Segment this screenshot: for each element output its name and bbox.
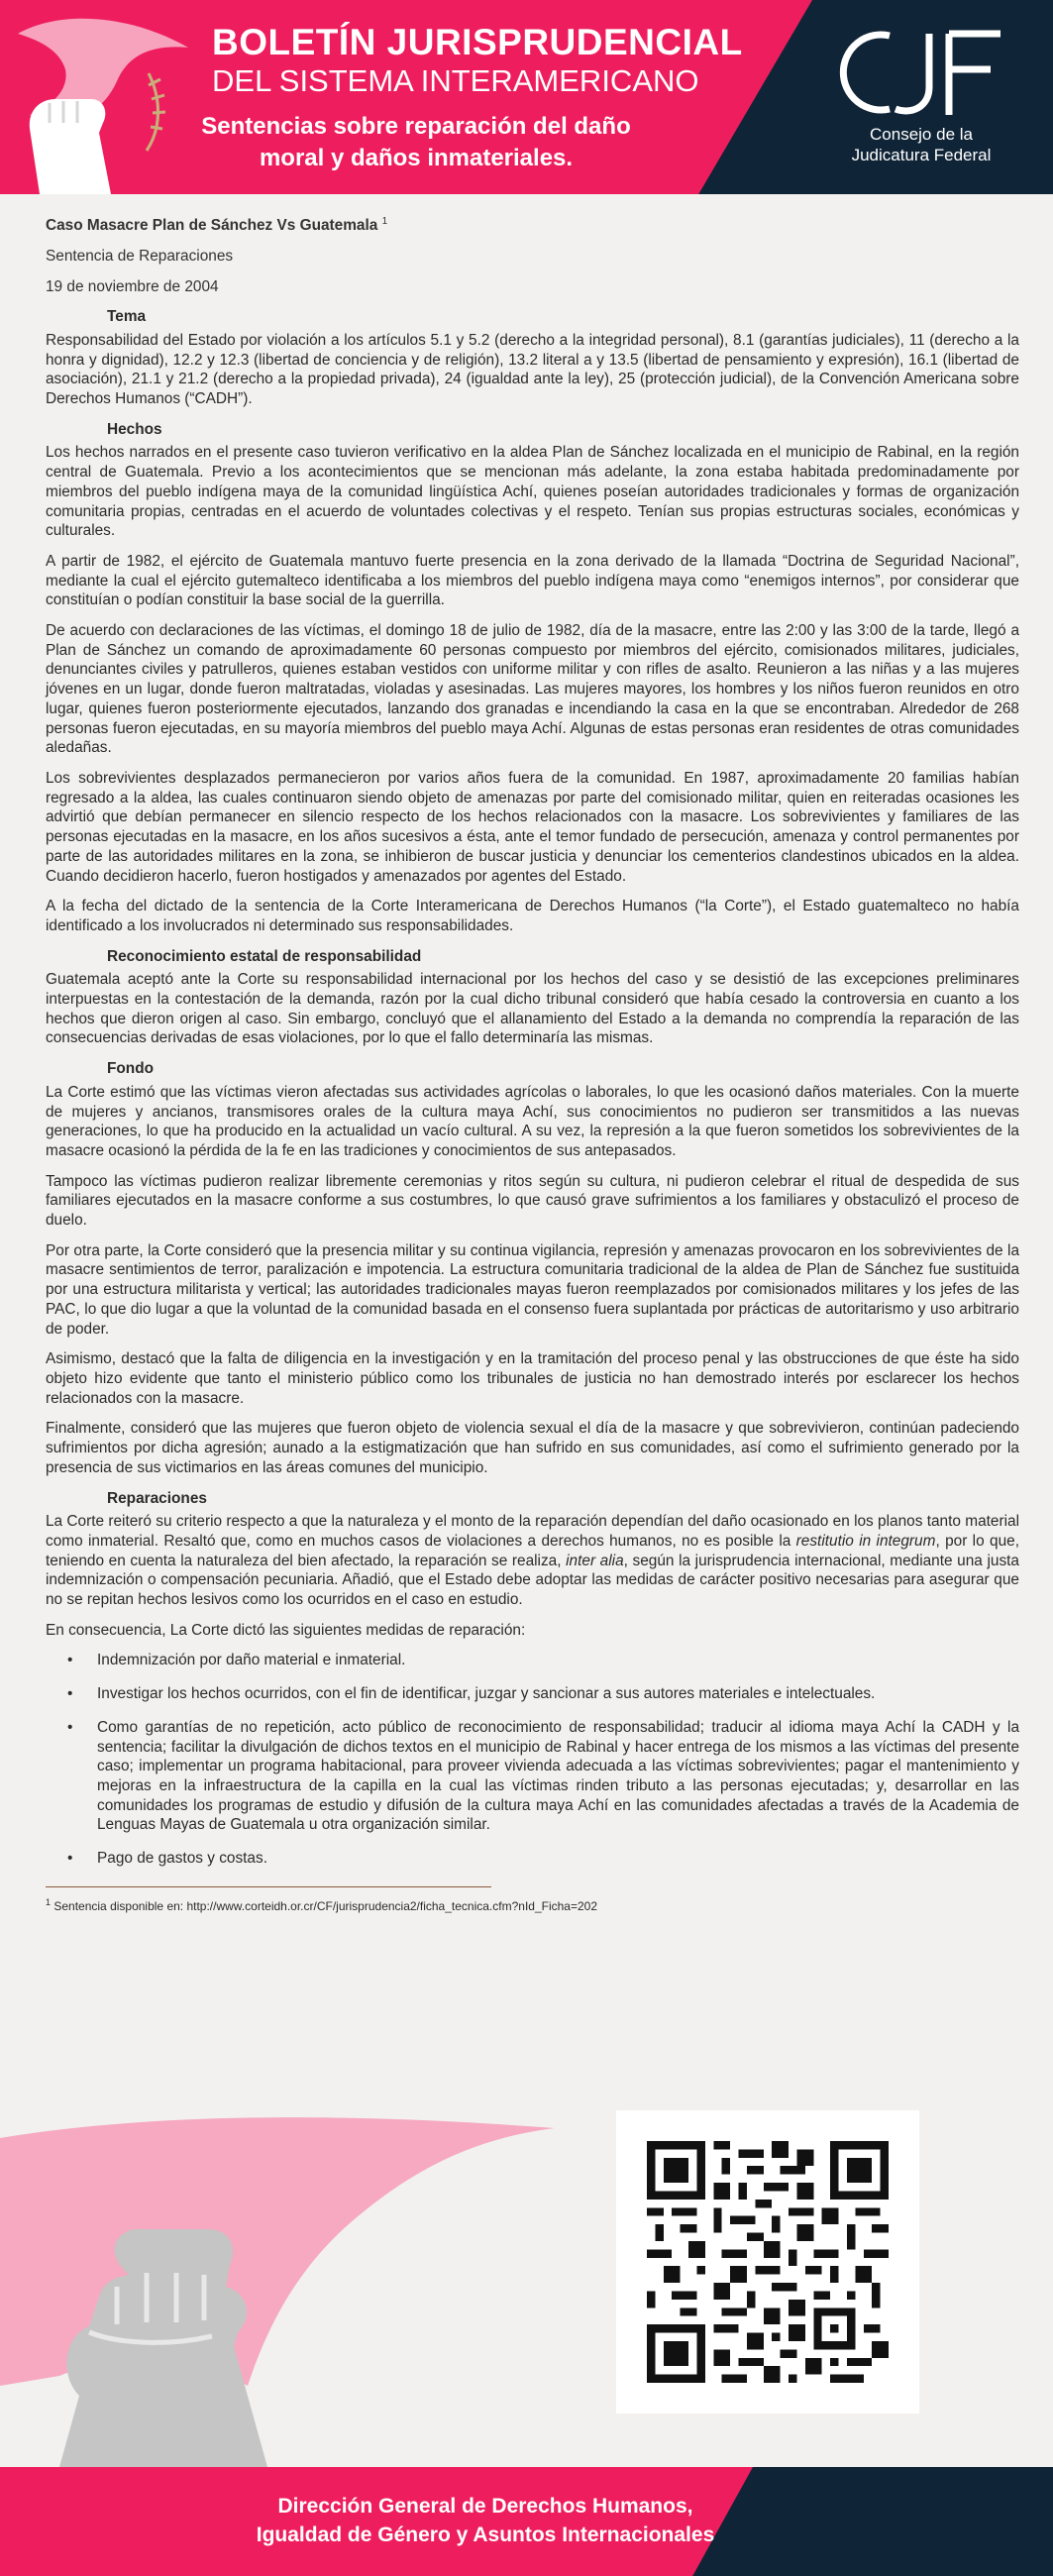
latin-term-inter-alia: inter alia [566,1552,624,1569]
case-subtitle: Sentencia de Reparaciones [46,247,234,265]
org-name-line2: Judicatura Federal [851,146,992,164]
section-heading-tema: Tema [107,308,147,326]
qr-code-icon[interactable] [647,2141,889,2383]
section-heading-reparaciones: Reparaciones [107,1489,207,1507]
fondo-paragraph-1: La Corte estimó que las víctimas vieron afectadas sus actividades agrícolas o laborales, lo que les ocasionó daños materiales. Con la muerte de mujeres y ancianos, transmisores orales de la cultura maya Achí, sus conocimientos no pudieron ser transmitidos a las nuevas generaciones, lo que ha producido en la actualidad un vacío cultural. A su vez, la represión a la que fueron sometidos los sobrevivientes de la masacre ocasionó la pérdida de la fe en las tradiciones y conocimientos de sus antepasados. [46,1083,1019,1159]
bird-fist-illustration-icon [0,2098,594,2467]
fondo-paragraph-4: Asimismo, destacó que la falta de diligencia en la investigación y en la tramitación del proceso penal y las obstrucciones de que éste ha sido objeto hizo evidente que tanto el ministerio público como los tribunales de justicia no han demostrado interés por esclarecer los hechos relacionados con la masacre. [46,1350,1019,1407]
fondo-paragraph-3: Por otra parte, la Corte consideró que la presencia militar y su continua vigilancia, represión y amenazas provocaron en los sobrevivientes de la masacre sentimientos de terror, paralización e impotencia. La estructura comunitaria tradicional de la aldea de Plan de Sánchez fue sustituida por una estructura militarista y vertical; las autoridades tradicionales mayas fueron reemplazados por comisionados militares y los jefes de las PAC, lo que dio lugar a que la voluntad de la comunidad basada en el consenso fuera suplantada por prácticas de autoritarismo y uso arbitrario de poder. [46,1241,1019,1338]
hechos-paragraph-2: A partir de 1982, el ejército de Guatemala mantuvo fuerte presencia en la zona derivado de la llamada “Doctrina de Seguridad Nacional”, mediante la cual el ejército gutemalteco identificaba a los miembros del pueblo indígena maya como “enemigos internos”, por considerar que constituían o podían constituir la base social de la guerrilla. [46,552,1019,609]
hechos-paragraph-4: Los sobrevivientes desplazados permanecieron por varios años fuera de la comunidad. En 1987, aproximadamente 20 familias habían regresado a la aldea, las cuales continuaron siendo objeto de amenazas por parte del comisionado militar, quien en reiteradas ocasiones les advirtió que debían permanecer en silencio respecto de los hechos relacionados con la masacre. Los sobrevivientes y familiares de las personas ejecutadas en la masacre, en los años sucesivos a ésta, ante el temor fundado de persecución, amenaza y control permanentes por parte de las autoridades militares en la zona, se inhibieron de buscar justicia y denunciar los cementerios clandestinos ubicados en la aldea. Cuando decidieron hacerlo, fueron hostigados y amenazados por agentes del Estado. [46,770,1019,885]
bulletin-subtitle-line2: moral y daños inmateriales. [259,145,574,171]
footer-line1: Dirección General de Derechos Humanos, [277,2495,693,2518]
bulletin-title-line2: DEL SISTEMA INTERAMERICANO [212,63,699,98]
footer-pink-band [0,2467,753,2576]
list-item: • Como garantías de no repetición, acto público de reconocimiento de responsabilidad; traducir al idioma maya Achí la CADH y la sentencia; facilitar la divulgación de dichos textos en el municipio de Rabinal y hacer entrega de los mismos a las víctimas del presente caso; implementar un programa habitacional, para proveer vivienda adecuada a las víctimas sobrevivientes; pagar el mantenimiento y mejoras en la infraestructura de la capilla en la cual las víctimas rinden tributo a las personas ejecutadas; y, desarrollar en las comunidades los programas de estudio y difusión de la cultura maya Achí en las comunidades afectadas a través de la Academia de Lenguas Mayas de Guatemala u otra organización similar. [46,1718,1019,1835]
list-item: • Investigar los hechos ocurridos, con el fin de identificar, juzgar y sancionar a sus autores materiales e intelectuales. [46,1684,1019,1704]
footnote-text[interactable]: Sentencia disponible en: http://www.corteidh.or.cr/CF/jurisprudencia2/ficha_tecnica.cfm?nId_Ficha=202 [53,1898,597,1913]
section-heading-hechos: Hechos [107,420,162,438]
hechos-paragraph-1: Los hechos narrados en el presente caso tuvieron verificativo en la aldea Plan de Sánchez localizada en el municipio de Rabinal, en la región central de Guatemala. Previo a los acontecimientos que se mencionan más adelante, la zona estaba habitada predominadamente por miembros del pueblo indígena maya de la comunidad lingüística Achí, quienes poseían autoridades tradicionales y formas de organización comunitaria propias, centradas en el acuerdo de voluntades colectivas y el respeto. Tenían sus propias estructuras sociales, económicas y culturales. [46,444,1019,540]
case-title-text: Caso Masacre Plan de Sánchez Vs Guatemala [46,217,378,235]
reparaciones-text-c: , según la jurisprudencia internacional, mediante una justa indemnización o compensación pecuniaria. Añadió, que el Estado debe adoptar las medidas de carácter positivo necesarias para asegurar que no se repitan hechos lesivos como los ocurridos en el caso en estudio. [46,1552,1019,1609]
hechos-paragraph-5: A la fecha del dictado de la sentencia de la Corte Interamericana de Derechos Humanos (“la Corte”), el Estado guatemalteco no había identificado a los involucrados ni determinado sus responsabilidades. [46,898,1019,934]
footnote-ref: 1 [381,216,388,227]
footer-banner [0,2467,1053,2576]
hechos-paragraph-3: De acuerdo con declaraciones de las víctimas, el domingo 18 de julio de 1982, día de la masacre, entre las 2:00 y las 3:00 de la tarde, llegó a Plan de Sánchez un comando de aproximadamente 60 personas compuesto por miembros del ejército, comisionados militares, judiciales, denunciantes civiles y patrulleros, quienes estaban vestidos con uniforme militar y con rifles de asalto. Reunieron a las niñas y a las mujeres jóvenes en un lugar, donde fueron maltratadas, violadas y asesinadas. Las mujeres mayores, los hombres y los niños fueron reunidos en otro lugar, quienes fueron posteriormente ejecutados, lanzando dos granadas e incendiando la casa en la que se encontraban. Alrededor de 268 personas fueron ejecutadas, en su mayoría miembros del pueblo maya Achí. Algunas de estas personas eran residentes de otras comunidades aledañas. [46,622,1019,757]
fondo-paragraph-2: Tampoco las víctimas pudieron realizar libremente ceremonias y ritos según su cultura, ni pudieron celebrar el ritual de despedida de sus familiares ejecutados en la masacre conforme a sus costumbres, lo que causó grave sufrimientos a los familiares y obstaculizó el proceso de duelo. [46,1172,1019,1230]
reparaciones-paragraph-1 [46,1512,1019,1610]
fondo-paragraph-5: Finalmente, consideró que las mujeres que fueron objeto de violencia sexual el día de la masacre y que sobrevivieron, continúan padeciendo sufrimientos por dicha agresión; aunado a la estigmatización que han sufrido en sus comunidades, así como el sufrimiento generado por la presencia de sus victimarios en las áreas comunes del municipio. [46,1420,1019,1476]
org-name-line1: Consejo de la [870,125,973,144]
reparation-measures-list [46,1651,1019,1868]
case-date: 19 de noviembre de 2004 [46,277,219,295]
footer-line2: Igualdad de Género y Asuntos Internacionales [256,2523,715,2546]
section-heading-reconocimiento: Reconocimiento estatal de responsabilidad [107,947,422,965]
tema-paragraph: Responsabilidad del Estado por violación a los artículos 5.1 y 5.2 (derecho a la integridad personal), 8.1 (garantías judiciales), 11 (derecho a la honra y dignidad), 12.2 y 12.3 (libertad de conciencia y de religión), 13.2 literal a y 13.5 (libertad de pensamiento y expresión), 16.1 (libertad de asociación), 21.1 y 21.2 (derecho a la propiedad privada), 24 (igualdad ante la ley), 25 (protección judicial), de la Convención Americana sobre Derechos Humanos (“CADH”). [46,331,1019,408]
bulletin-title: BOLETÍN JURISPRUDENCIAL [212,22,743,62]
reparaciones-text-a: La Corte reiteró su criterio respecto a que la naturaleza y el monto de la reparación dependían del daño ocasionado en los planos tanto material como inmaterial. Resaltó que, como en muchos casos de violaciones a derechos humanos, no es posible la [46,1513,1019,1550]
reparaciones-text-b: , por lo que, teniendo en cuenta la naturaleza del bien afectado, la reparación se realiza, [46,1532,1019,1569]
bird-fist-emblem-icon [0,0,218,194]
section-heading-fondo: Fondo [107,1060,155,1078]
document-body [46,212,1019,1914]
footnote [46,1895,1019,1914]
header-banner [0,0,1053,194]
footnote-number: 1 [46,1896,52,1907]
latin-term-restitutio: restitutio in integrum [795,1532,936,1550]
list-item: • Indemnización por daño material e inmaterial. [46,1651,1019,1670]
footnote-divider [46,1886,491,1887]
list-item: • Pago de gastos y costas. [46,1849,1019,1869]
cjf-logo-icon [832,24,1010,123]
reconocimiento-paragraph: Guatemala aceptó ante la Corte su responsabilidad internacional por los hechos del caso y se desistió de las excepciones preliminares interpuestas en la contestación de la demanda, razón por la cual dicho tribunal consideró que había cesado la controversia en cuanto a los hechos que dieron origen al caso. Sin embargo, concluyó que el allanamiento del Estado a la demanda no comprendía la reparación de las consecuencias derivadas de esas violaciones, por lo que el fallo determinaría las mismas. [46,971,1019,1047]
bulletin-subtitle: Sentencias sobre reparación del daño [201,113,631,140]
case-title [46,212,1019,236]
reparaciones-paragraph-2: En consecuencia, La Corte dictó las siguientes medidas de reparación: [46,1621,526,1639]
qr-code-card[interactable] [616,2110,919,2414]
